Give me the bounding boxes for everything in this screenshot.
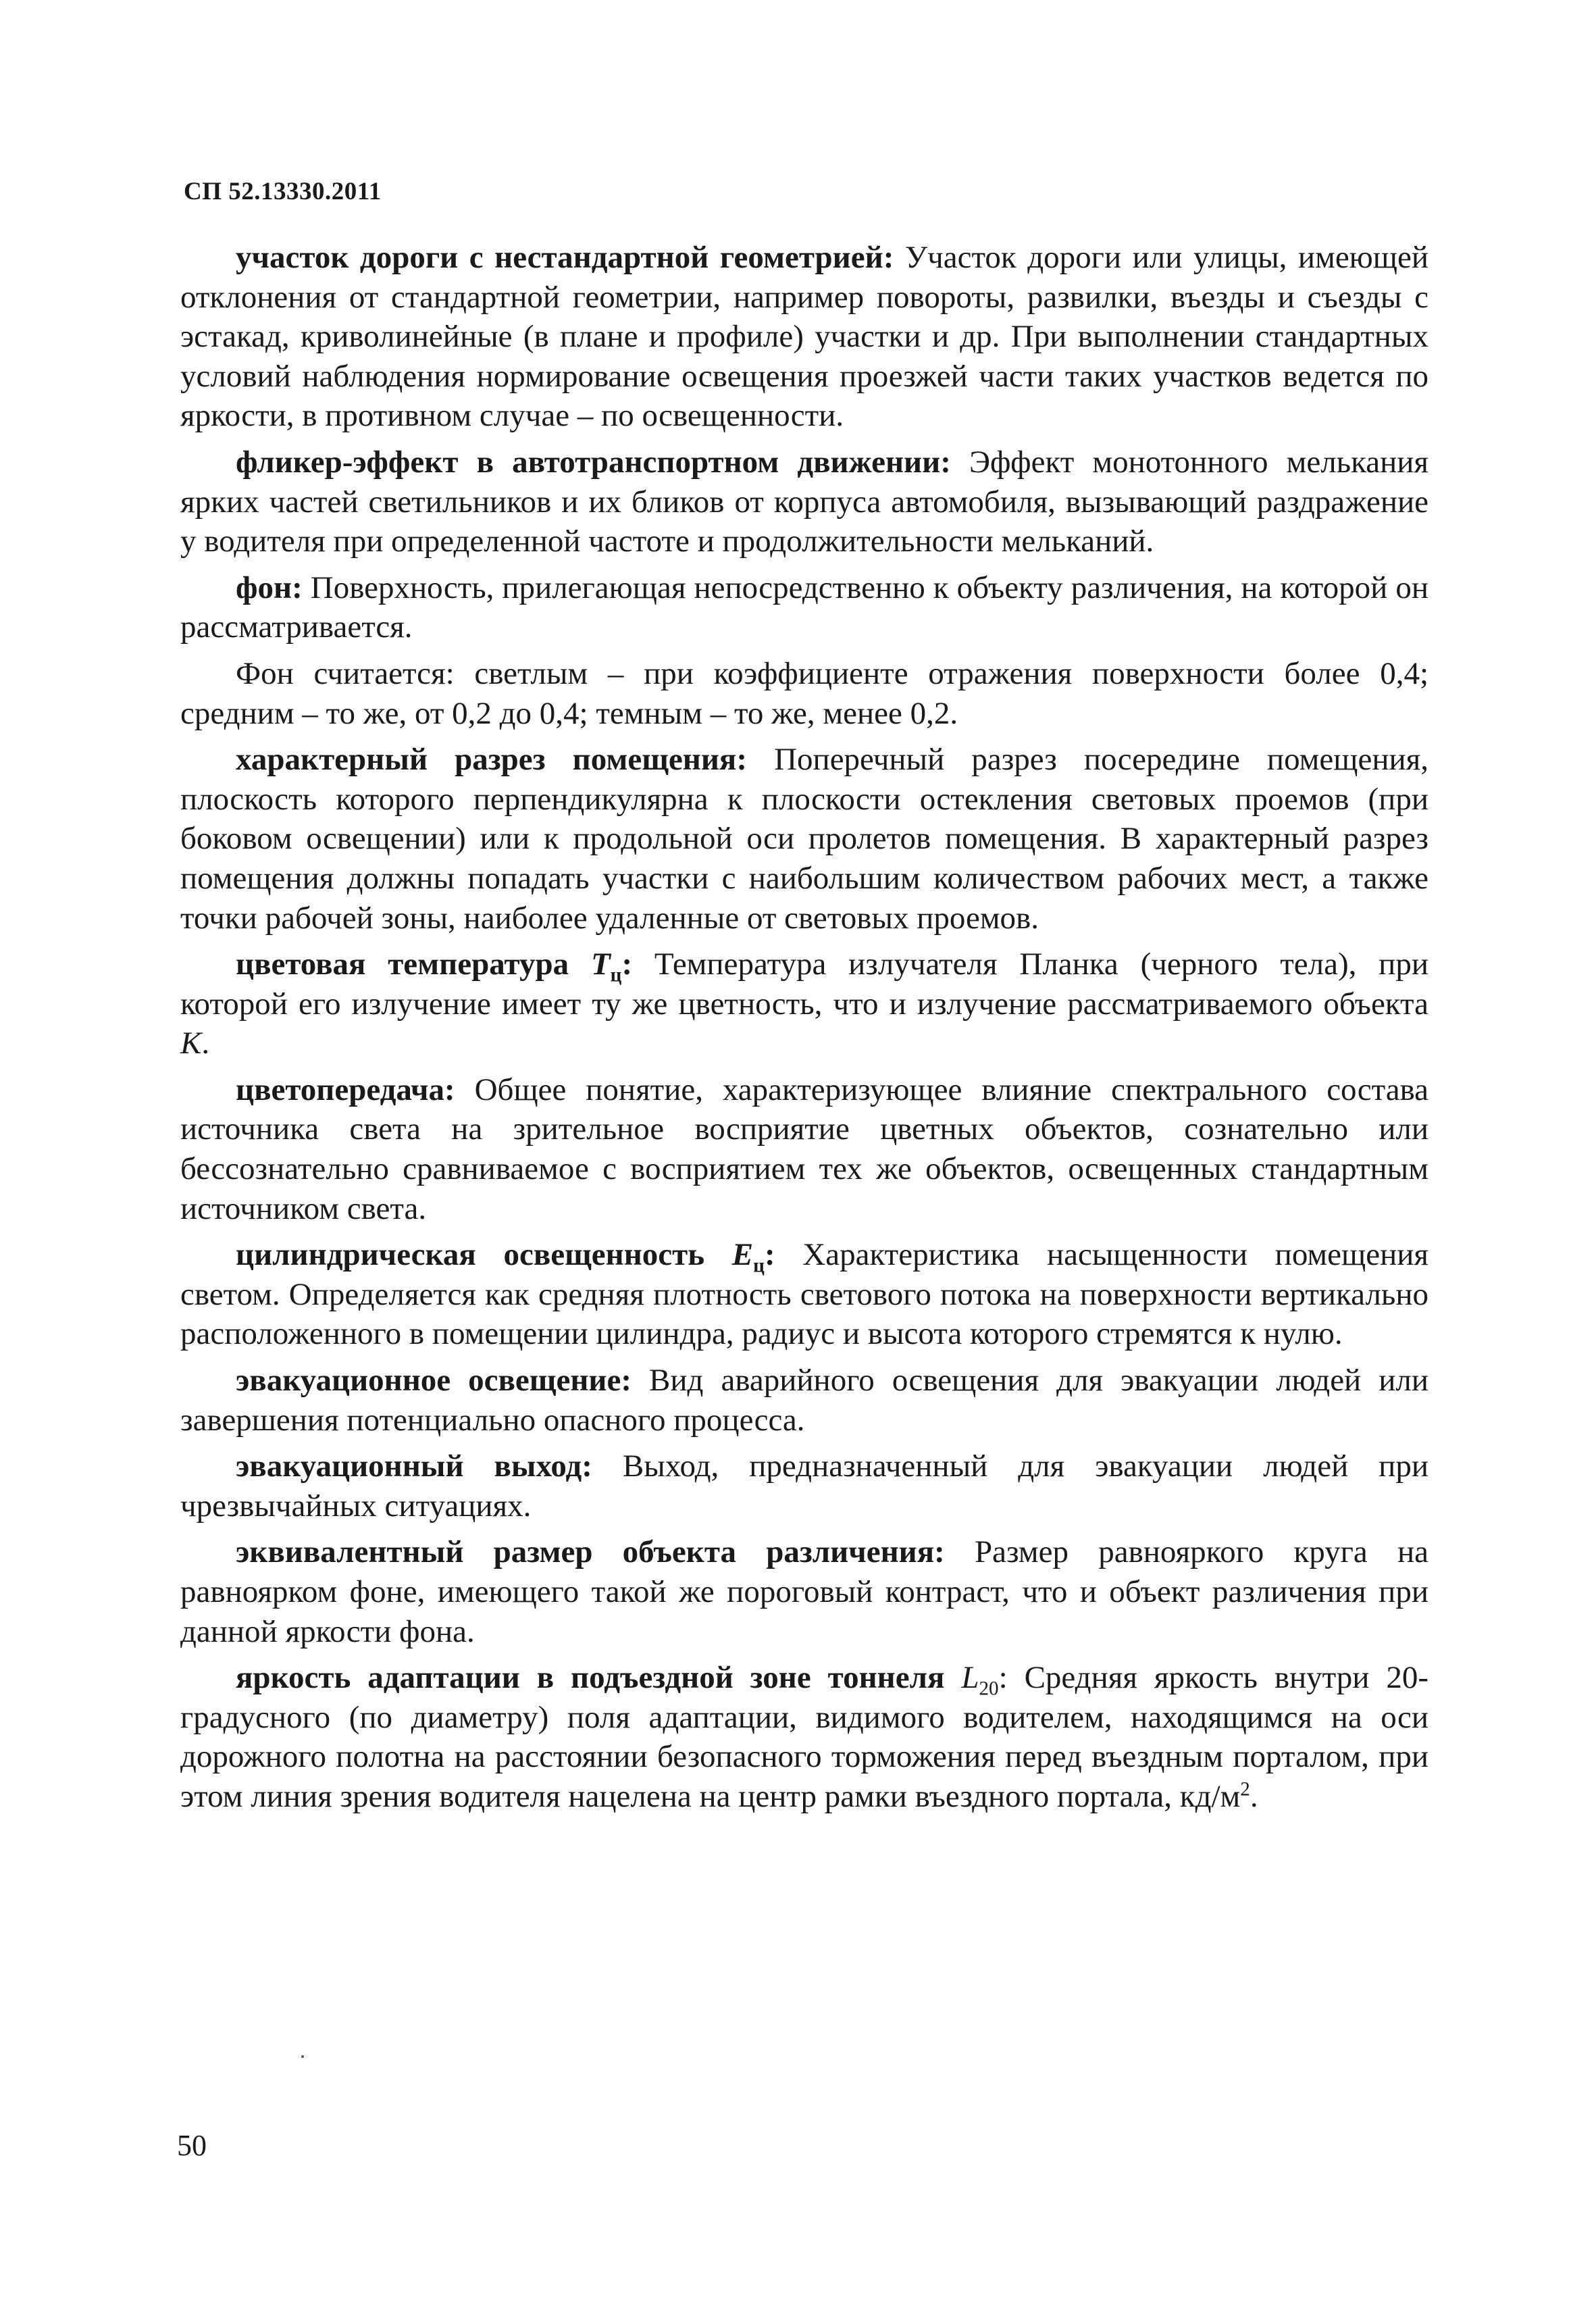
definition-text: Фон считается: светлым – при коэффициенте отражения поверхности более 0,4; средним – то же, от 0,2 до 0,4; темным – то же, менее 0,2.: [180, 655, 1428, 731]
symbol-subscript: ц: [610, 964, 622, 986]
definition-equivalent-object-size: [180, 1532, 1428, 1651]
document-header: СП 52.13330.2011: [184, 178, 382, 205]
definition-background-note: [180, 654, 1428, 733]
term-colon: :: [764, 1237, 775, 1273]
definition-text: Общее понятие, характеризующее влияние спектрального состава источника света на зрительное восприятие цветных объектов, сознательно или бессознательно сравниваемое с восприятием тех же объектов, освещенных стандартным источником света.: [180, 1072, 1428, 1226]
definition-text: Размер равнояркого круга на равноярком фоне, имеющего такой же пороговый контраст, что и объект различения при данной яркости фона.: [180, 1534, 1428, 1649]
definition-cylindrical-illuminance: [180, 1235, 1428, 1354]
definition-text: Эффект монотонного мелькания ярких частей светильников и их бликов от корпуса автомобиля, вызывающий раздражение у водителя при определенной частоте и продолжительности мельканий.: [180, 444, 1428, 559]
page-number: 50: [177, 2129, 207, 2162]
term: эквивалентный размер объекта различения:: [236, 1534, 945, 1570]
term: фон:: [236, 570, 303, 605]
term: фликер-эффект в автотранспортном движении:: [236, 444, 951, 480]
unit-superscript: 2: [1240, 1778, 1250, 1801]
symbol: L: [961, 1660, 979, 1696]
term: цилиндрическая освещенность: [236, 1237, 705, 1273]
symbol: T: [590, 947, 611, 982]
scan-artifact-dot: [301, 2055, 304, 2058]
definition-text: Температура излучателя Планка (черного тела), при которой его излучение имеет ту же цветность, что и излучение рассматриваемого объекта: [180, 947, 1428, 1022]
definition-nonstandard-road-segment: [180, 238, 1428, 436]
symbol-subscript: ц: [753, 1255, 765, 1277]
definition-flicker-effect: [180, 443, 1428, 561]
term-colon: :: [998, 1660, 1008, 1696]
definition-text: Выход, предназначенный для эвакуации людей при чрезвычайных ситуациях.: [180, 1449, 1428, 1524]
definition-text: Участок дороги или улицы, имеющей отклонения от стандартной геометрии, например повороты, развилки, въезды и съезды с эстакад, криволинейные (в плане и профиле) участки и др. При выполнении стандартных условий наблюдения нормирование освещения проезжей части таких участков ведется по яркости, в противном случае – по освещенности.: [180, 240, 1428, 434]
term: эвакуационный выход:: [236, 1449, 592, 1484]
symbol-subscript: 20: [979, 1678, 999, 1700]
definition-text: Характеристика насыщенности помещения светом. Определяется как средняя плотность светового потока на поверхности вертикально расположенного в помещении цилиндра, радиус и высота которого стремятся к нулю.: [180, 1237, 1429, 1352]
definition-background: [180, 568, 1428, 647]
definition-text: Поперечный разрез посередине помещения, плоскость которого перпендикулярна к плоскости остекления световых проемов (при боковом освещении) или к продольной оси пролетов помещения. В характерный разрез помещения должны попадать участки с наибольшим количеством рабочих мест, а также точки рабочей зоны, наиболее удаленные от световых проемов.: [180, 742, 1429, 936]
term: характерный разрез помещения:: [236, 742, 747, 778]
term-colon: :: [621, 947, 633, 982]
definition-color-temperature: [180, 945, 1428, 1063]
definitions-list: [180, 238, 1428, 1823]
symbol: K: [180, 1026, 202, 1061]
symbol: E: [731, 1237, 754, 1273]
definition-text: Вид аварийного освещения для эвакуации людей или завершения потенциально опасного процесса.: [180, 1363, 1428, 1438]
definition-tail: .: [1250, 1778, 1258, 1814]
term: цветопередача:: [236, 1072, 455, 1107]
definition-evacuation-lighting: [180, 1361, 1428, 1440]
term: эвакуационное освещение:: [236, 1363, 632, 1399]
definition-text: Средняя яркость внутри 20-градусного (по диаметру) поля адаптации, видимого водителем, находящимся на оси дорожного полотна на расстоянии безопасного торможения перед въездным порталом, при этом линия зрения водителя нацелена на центр рамки въездного портала, кд/м: [180, 1660, 1428, 1814]
definition-characteristic-section: [180, 740, 1428, 938]
term: цветовая температура: [236, 947, 569, 982]
definition-evacuation-exit: [180, 1447, 1428, 1526]
term: участок дороги с нестандартной геометрией:: [236, 240, 894, 275]
definition-text: Поверхность, прилегающая непосредственно к объекту различения, на которой он рассматривается.: [180, 570, 1428, 645]
term: яркость адаптации в подъездной зоне тоннеля: [236, 1660, 945, 1696]
definition-color-rendering: [180, 1070, 1428, 1228]
definition-tail: .: [201, 1026, 210, 1061]
definition-adaptation-luminance: [180, 1658, 1428, 1816]
